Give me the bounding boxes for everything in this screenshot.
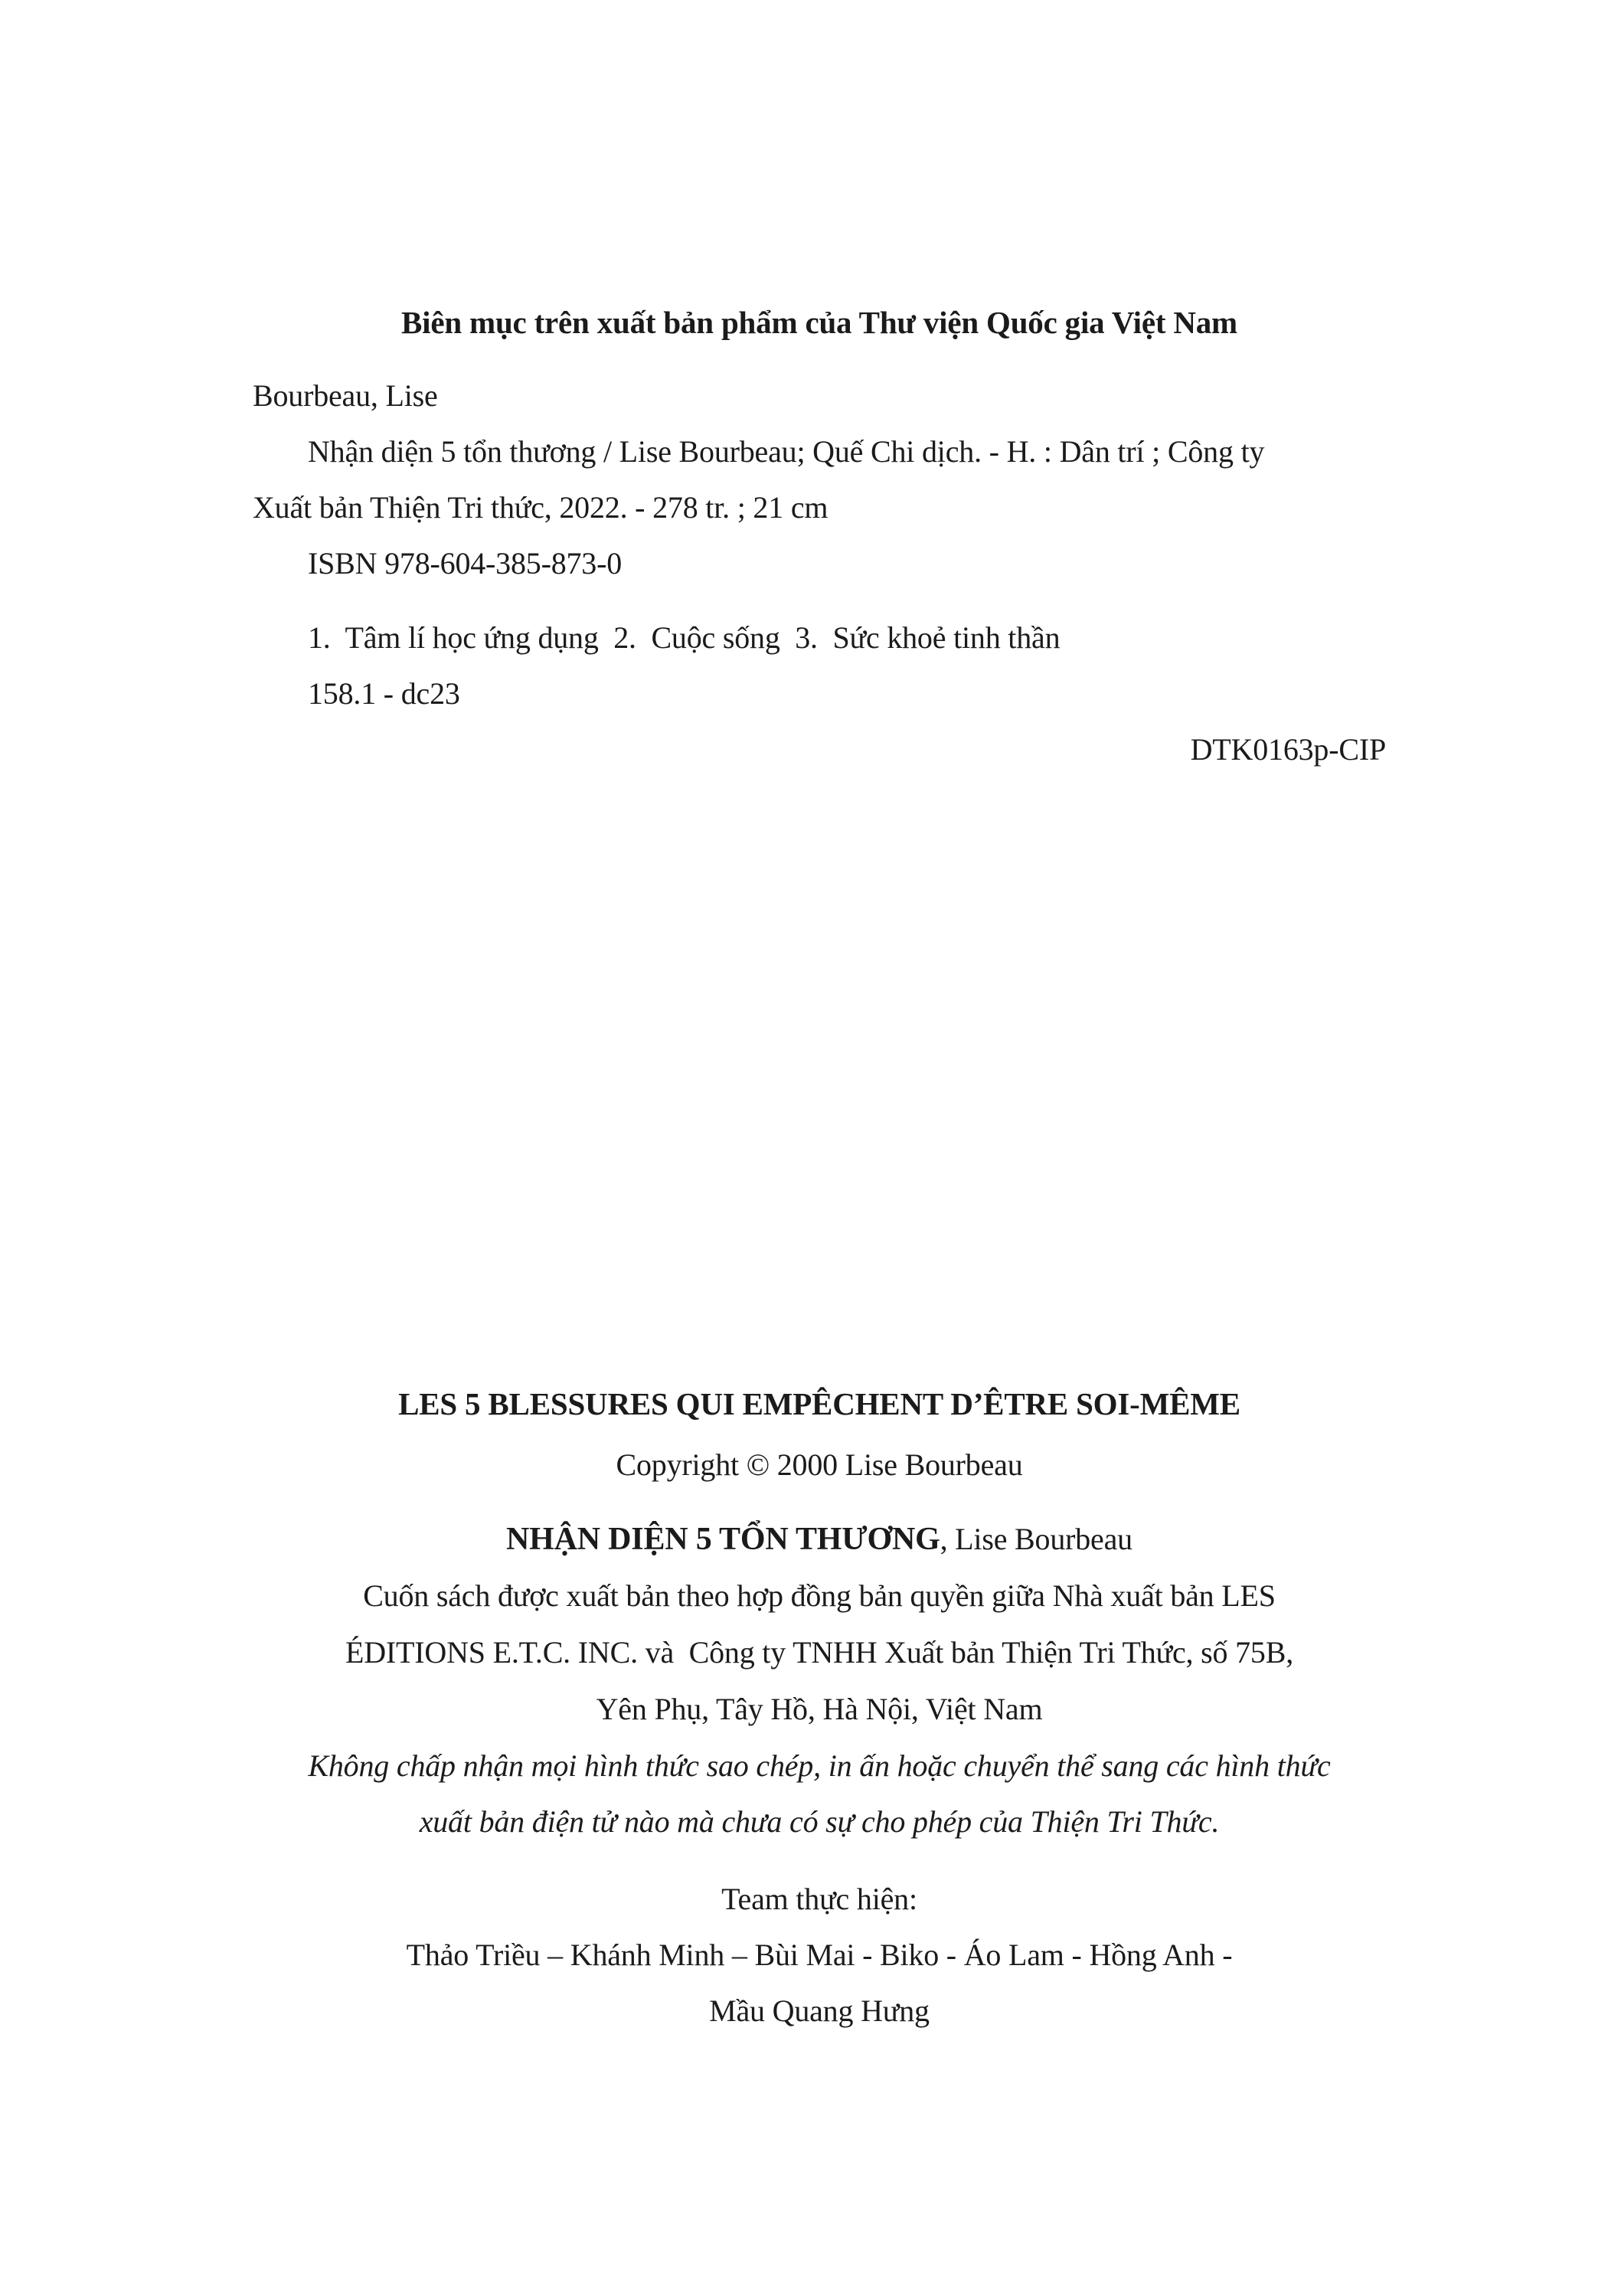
copy-notice-line-2: xuất bản điện tử nào mà chưa có sự cho phép của Thiện Tri Thức. (419, 1804, 1220, 1839)
cip-author: Bourbeau, Lise (253, 378, 438, 413)
vietnamese-title-author: , Lise Bourbeau (940, 1522, 1132, 1556)
copy-notice-line-1: Không chấp nhận mọi hình thức sao chép, in ấn hoặc chuyển thể sang các hình thức (308, 1748, 1331, 1783)
team-heading: Team thực hiện: (721, 1882, 917, 1916)
team-members-line-1: Thảo Triều – Khánh Minh – Bùi Mai - Biko - Áo Lam - Hồng Anh - (406, 1938, 1233, 1972)
copyright-line: Copyright © 2000 Lise Bourbeau (616, 1447, 1023, 1482)
license-line-1: Cuốn sách được xuất bản theo hợp đồng bản quyền giữa Nhà xuất bản LES (363, 1578, 1276, 1613)
cip-heading: Biên mục trên xuất bản phẩm của Thư viện Quốc gia Việt Nam (401, 305, 1237, 340)
vietnamese-title-line (253, 1511, 1386, 1568)
cip-record-code: DTK0163p-CIP (1190, 732, 1386, 767)
cip-ddc-number: 158.1 - dc23 (308, 676, 460, 711)
license-line-3: Yên Phụ, Tây Hồ, Hà Nội, Việt Nam (596, 1692, 1043, 1726)
license-line-2: ÉDITIONS E.T.C. INC. và Công ty TNHH Xuất bản Thiện Tri Thức, số 75B, (345, 1635, 1293, 1670)
vietnamese-title: NHẬN DIỆN 5 TỔN THƯƠNG (506, 1522, 940, 1557)
cip-title-line-2: Xuất bản Thiện Tri thức, 2022. - 278 tr. ; 21 cm (253, 490, 829, 525)
text-block (253, 0, 1386, 2039)
cip-isbn: ISBN 978-604-385-873-0 (308, 546, 623, 581)
cip-title-line-1: Nhận diện 5 tổn thương / Lise Bourbeau; Quế Chi dịch. - H. : Dân trí ; Công ty (308, 434, 1265, 469)
original-french-title: LES 5 BLESSURES QUI EMPÊCHENT D’ÊTRE SOI-MÊME (398, 1386, 1240, 1421)
cip-subject-headings: 1. Tâm lí học ứng dụng 2. Cuộc sống 3. Sức khoẻ tinh thần (308, 620, 1061, 655)
team-members-line-2: Mầu Quang Hưng (709, 1993, 930, 2028)
